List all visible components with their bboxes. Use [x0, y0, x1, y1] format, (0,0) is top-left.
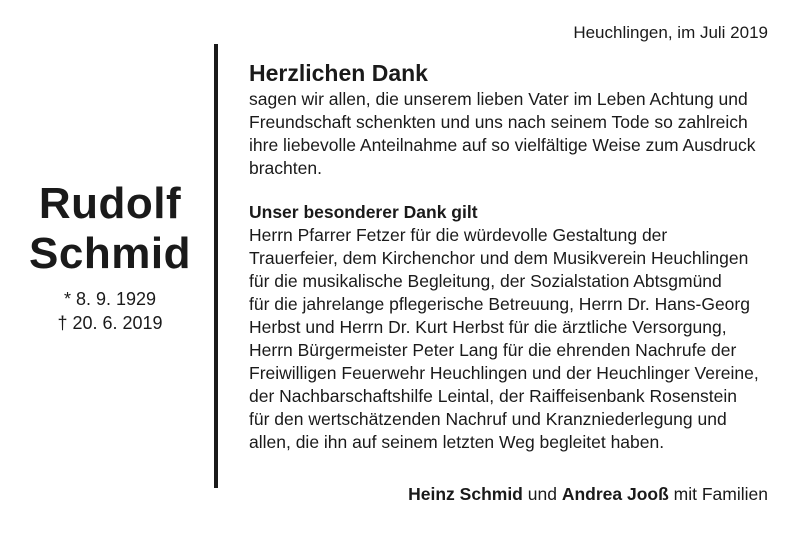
intro-line: brachten.: [249, 158, 322, 178]
message-heading: Herzlichen Dank: [249, 60, 428, 86]
deceased-last-name: Schmid: [29, 229, 191, 278]
death-date: † 20. 6. 2019: [57, 313, 163, 333]
intro-line: Freundschaft schenkten und uns nach seinem Tode so zahlreich: [249, 112, 748, 132]
signer-name-2: Andrea Jooß: [561, 484, 669, 504]
vertical-divider: [214, 44, 218, 488]
intro-line: sagen wir allen, die unserem lieben Vater im Leben Achtung und: [249, 89, 748, 109]
special-line: für die musikalische Begleitung, der Sozialstation Abtsgmünd: [249, 271, 722, 291]
signature: [408, 483, 768, 506]
signer-connector: und: [527, 484, 557, 504]
special-line: für den wertschätzenden Nachruf und Kranzniederlegung und: [249, 409, 727, 429]
special-line: für die jahrelange pflegerische Betreuung, Herrn Dr. Hans-Georg: [249, 294, 750, 314]
signer-suffix: mit Familien: [673, 484, 768, 504]
special-line: Herrn Pfarrer Fetzer für die würdevolle Gestaltung der: [249, 225, 668, 245]
special-line: Trauerfeier, dem Kirchenchor und dem Musikverein Heuchlingen: [249, 248, 749, 268]
intro-paragraph: [249, 88, 789, 180]
deceased-panel: [0, 0, 214, 533]
place-and-date: Heuchlingen, im Juli 2019: [573, 23, 768, 42]
deceased-first-name: Rudolf: [38, 179, 182, 228]
special-line: allen, die ihn auf seinem letzten Weg begleitet haben.: [249, 432, 665, 452]
special-line: der Nachbarschaftshilfe Leintal, der Raiffeisenbank Rosenstein: [249, 386, 738, 406]
special-thanks-heading: Unser besonderer Dank gilt: [249, 202, 478, 222]
signer-name-1: Heinz Schmid: [408, 484, 523, 504]
special-line: Herbst und Herrn Dr. Kurt Herbst für die ärztliche Versorgung,: [249, 317, 727, 337]
intro-line: ihre liebevolle Anteilnahme auf so vielfältige Weise zum Ausdruck: [249, 135, 756, 155]
special-line: Herrn Bürgermeister Peter Lang für die ehrenden Nachrufe der: [249, 340, 737, 360]
message-body: [249, 58, 789, 454]
birth-date: * 8. 9. 1929: [63, 289, 157, 309]
special-thanks-paragraph: [249, 224, 789, 454]
special-line: Freiwilligen Feuerwehr Heuchlingen und der Heuchlinger Vereine,: [249, 363, 759, 383]
